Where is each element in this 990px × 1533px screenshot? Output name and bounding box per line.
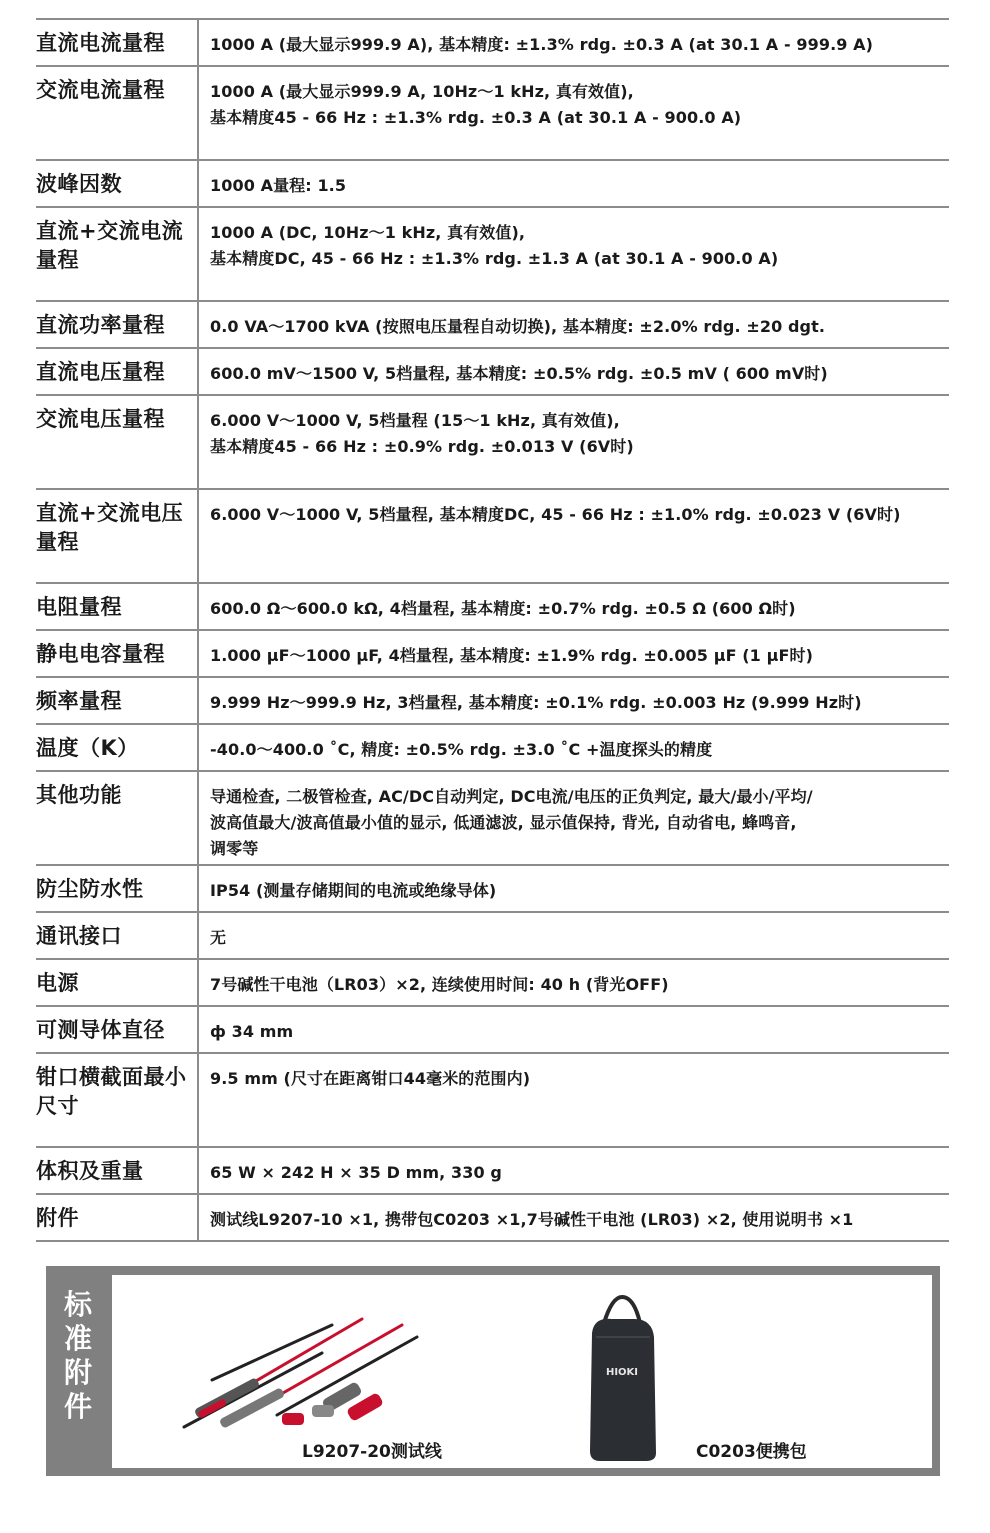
- spec-row: [36, 160, 949, 207]
- spec-value-line: 600.0 Ω～600.0 kΩ, 4档量程, 基本精度: ±0.7% rdg. ±0.5 Ω (600 Ω时): [210, 599, 796, 618]
- spec-value: [198, 677, 949, 724]
- spec-value-line: 基本精度45 - 66 Hz : ±1.3% rdg. ±0.3 A (at 30.1 A - 900.0 A): [210, 108, 742, 127]
- spec-label: 附件: [36, 1194, 198, 1241]
- spec-label: 通讯接口: [36, 912, 198, 959]
- spec-value-line: 6.000 V～1000 V, 5档量程 (15～1 kHz, 真有效值),: [210, 411, 620, 430]
- spec-value: [198, 1053, 949, 1147]
- spec-value-line: 1.000 μF～1000 μF, 4档量程, 基本精度: ±1.9% rdg. ±0.005 μF (1 μF时): [210, 646, 814, 665]
- spec-label: 交流电压量程: [36, 395, 198, 489]
- spec-row: [36, 1147, 949, 1194]
- spec-value: [198, 1006, 949, 1053]
- spec-value-line: 1000 A (最大显示999.9 A, 10Hz～1 kHz, 真有效值),: [210, 82, 634, 101]
- spec-label: 其他功能: [36, 771, 198, 865]
- spec-value: [198, 301, 949, 348]
- spec-label: 交流电流量程: [36, 66, 198, 160]
- spec-row: [36, 724, 949, 771]
- spec-value: [198, 724, 949, 771]
- accessories-title-char: 件: [63, 1390, 92, 1423]
- spec-label: 电源: [36, 959, 198, 1006]
- test-leads-image: [172, 1305, 432, 1435]
- spec-row: [36, 66, 949, 160]
- spec-row: [36, 19, 949, 66]
- spec-row: [36, 207, 949, 301]
- accessories-title-char: 附: [63, 1356, 92, 1389]
- spec-value: [198, 19, 949, 66]
- spec-value-line: 波高值最大/波高值最小值的显示, 低通滤波, 显示值保持, 背光, 自动省电, 蜂鸣音,: [210, 813, 797, 832]
- spec-label: 体积及重量: [36, 1147, 198, 1194]
- spec-row: [36, 630, 949, 677]
- spec-value: [198, 959, 949, 1006]
- spec-value: [198, 489, 949, 583]
- spec-row: [36, 583, 949, 630]
- spec-value-line: 测试线L9207-10 ×1, 携带包C0203 ×1,7号碱性干电池 (LR03) ×2, 使用说明书 ×1: [210, 1210, 854, 1229]
- spec-row: [36, 959, 949, 1006]
- spec-value: [198, 348, 949, 395]
- spec-label: 静电电容量程: [36, 630, 198, 677]
- standard-accessories-panel: [46, 1266, 940, 1476]
- spec-row: [36, 865, 949, 912]
- spec-value-line: 0.0 VA～1700 kVA (按照电压量程自动切换), 基本精度: ±2.0% rdg. ±20 dgt.: [210, 317, 825, 336]
- spec-value: [198, 66, 949, 160]
- spec-value: [198, 630, 949, 677]
- accessories-title-char: 标: [63, 1288, 92, 1321]
- spec-label: 波峰因数: [36, 160, 198, 207]
- spec-value: [198, 1147, 949, 1194]
- spec-label: 防尘防水性: [36, 865, 198, 912]
- test-leads-caption: L9207-20测试线: [302, 1442, 442, 1462]
- spec-value-line: 600.0 mV～1500 V, 5档量程, 基本精度: ±0.5% rdg. ±0.5 mV ( 600 mV时): [210, 364, 828, 383]
- spec-value: [198, 160, 949, 207]
- accessories-title: [46, 1288, 110, 1424]
- spec-row: [36, 771, 949, 865]
- spec-value: [198, 1194, 949, 1241]
- spec-value: [198, 771, 949, 865]
- spec-label: 频率量程: [36, 677, 198, 724]
- spec-value: [198, 865, 949, 912]
- spec-row: [36, 677, 949, 724]
- spec-label: 直流+交流电流量程: [36, 207, 198, 301]
- spec-table: [36, 18, 949, 1242]
- spec-value-line: 调零等: [210, 839, 259, 858]
- spec-label: 直流功率量程: [36, 301, 198, 348]
- test-leads-icon: [172, 1305, 432, 1435]
- spec-value: [198, 207, 949, 301]
- spec-value-line: 1000 A (DC, 10Hz～1 kHz, 真有效值),: [210, 223, 526, 242]
- spec-value-line: 9.5 mm (尺寸在距离钳口44毫米的范围内): [210, 1069, 531, 1088]
- carrying-case-caption: C0203便携包: [696, 1442, 807, 1462]
- spec-row: [36, 912, 949, 959]
- spec-row: [36, 348, 949, 395]
- spec-row: [36, 1006, 949, 1053]
- spec-value-line: 无: [210, 928, 227, 947]
- spec-value-line: 6.000 V～1000 V, 5档量程, 基本精度DC, 45 - 66 Hz : ±1.0% rdg. ±0.023 V (6V时): [210, 505, 901, 524]
- spec-value-line: ф 34 mm: [210, 1022, 294, 1041]
- spec-value-line: IP54 (测量存储期间的电流或绝缘导体): [210, 881, 497, 900]
- spec-label: 直流+交流电压量程: [36, 489, 198, 583]
- spec-value-line: 65 W × 242 H × 35 D mm, 330 g: [210, 1163, 502, 1182]
- spec-label: 温度（K）: [36, 724, 198, 771]
- spec-row: [36, 1053, 949, 1147]
- spec-value-line: 导通检查, 二极管检查, AC/DC自动判定, DC电流/电压的正负判定, 最大/最小/平均/: [210, 787, 813, 806]
- spec-value-line: 基本精度45 - 66 Hz : ±0.9% rdg. ±0.013 V (6V时): [210, 437, 634, 456]
- case-brand-logo: HIOKI: [605, 1367, 639, 1378]
- spec-value: [198, 395, 949, 489]
- carrying-case-image: [582, 1293, 662, 1463]
- spec-value-line: -40.0～400.0 ˚C, 精度: ±0.5% rdg. ±3.0 ˚C +温度探头的精度: [210, 740, 713, 759]
- spec-table-body: [36, 19, 949, 1241]
- accessories-content: [112, 1275, 932, 1468]
- spec-label: 钳口横截面最小尺寸: [36, 1053, 198, 1147]
- spec-row: [36, 1194, 949, 1241]
- spec-row: [36, 489, 949, 583]
- carrying-case-icon: [582, 1293, 662, 1463]
- spec-label: 直流电流量程: [36, 19, 198, 66]
- spec-row: [36, 301, 949, 348]
- spec-value-line: 1000 A (最大显示999.9 A), 基本精度: ±1.3% rdg. ±0.3 A (at 30.1 A - 999.9 A): [210, 35, 874, 54]
- spec-label: 直流电压量程: [36, 348, 198, 395]
- spec-label: 可测导体直径: [36, 1006, 198, 1053]
- spec-value-line: 7号碱性干电池（LR03）×2, 连续使用时间: 40 h (背光OFF): [210, 975, 669, 994]
- spec-label: 电阻量程: [36, 583, 198, 630]
- accessories-title-char: 准: [63, 1322, 92, 1355]
- spec-value-line: 9.999 Hz～999.9 Hz, 3档量程, 基本精度: ±0.1% rdg. ±0.003 Hz (9.999 Hz时): [210, 693, 862, 712]
- spec-value-line: 1000 A量程: 1.5: [210, 176, 347, 195]
- spec-value-line: 基本精度DC, 45 - 66 Hz : ±1.3% rdg. ±1.3 A (at 30.1 A - 900.0 A): [210, 249, 779, 268]
- spec-value: [198, 583, 949, 630]
- spec-value: [198, 912, 949, 959]
- spec-row: [36, 395, 949, 489]
